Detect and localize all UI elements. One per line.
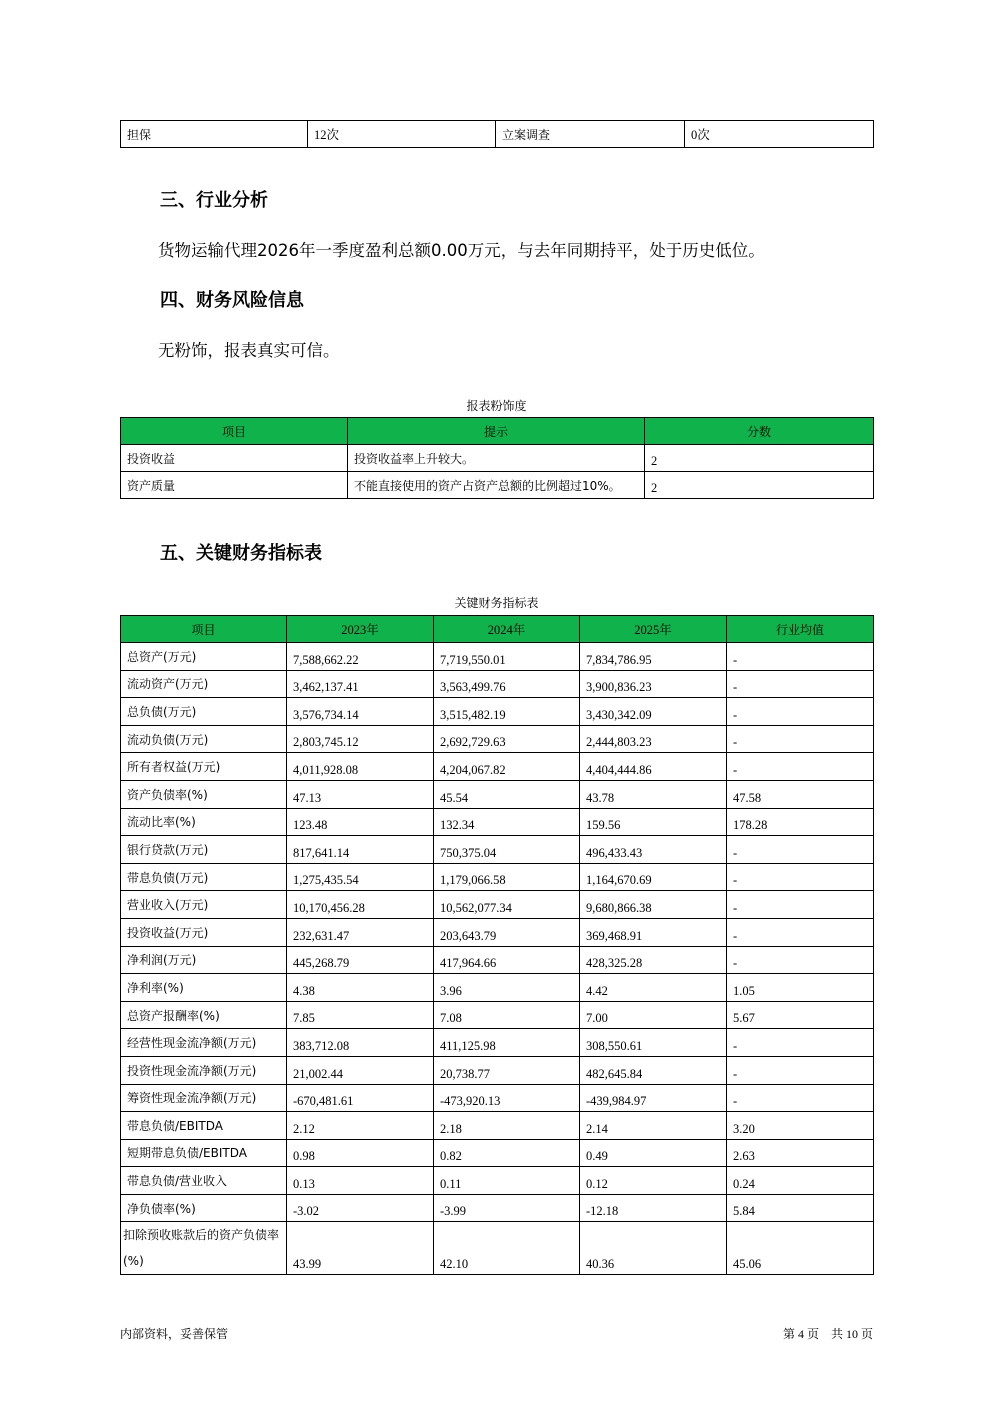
metric-value-cell: 21,002.44 [287,1056,434,1084]
risk-cell: 投资收益率上升较大。 [348,445,645,472]
metric-value-cell: 3,515,482.19 [434,698,580,726]
metric-value-cell: - [727,643,874,671]
metric-label-cell: 流动比率(%) [121,808,287,836]
table-row [121,1167,874,1195]
table-row [121,1194,874,1222]
risk-cell: 投资收益 [121,445,348,472]
risk-cell: 资产质量 [121,472,348,499]
metric-value-cell: 232,631.47 [287,918,434,946]
metric-value-cell: 7.00 [580,1001,727,1029]
risk-cell: 不能直接使用的资产占资产总额的比例超过10%。 [348,472,645,499]
table-row [121,753,874,781]
table-row [121,1084,874,1112]
metric-value-cell: 7.85 [287,1001,434,1029]
metric-label-cell: 投资性现金流净额(万元) [121,1056,287,1084]
metric-value-cell: 42.10 [434,1222,580,1275]
metric-value-cell: 445,268.79 [287,946,434,974]
metric-value-cell: 2.18 [434,1112,580,1140]
metric-value-cell: 10,562,077.34 [434,891,580,919]
table-row [121,780,874,808]
metric-value-cell: 3.96 [434,974,580,1002]
metric-label-cell: 所有者权益(万元) [121,753,287,781]
metric-value-cell: -473,920.13 [434,1084,580,1112]
metric-value-cell: 7,588,662.22 [287,643,434,671]
metric-value-cell: 1,275,435.54 [287,863,434,891]
key-table-caption: 关键财务指标表 [454,596,539,610]
metric-value-cell: 0.98 [287,1139,434,1167]
top-cell-value-2: 0次 [685,121,874,148]
table-row [121,863,874,891]
metric-value-cell: 428,325.28 [580,946,727,974]
metric-value-cell: 10,170,456.28 [287,891,434,919]
metric-value-cell: - [727,1056,874,1084]
metric-value-cell: 0.49 [580,1139,727,1167]
metric-label-cell: 投资收益(万元) [121,918,287,946]
metric-value-cell: 43.78 [580,780,727,808]
top-cell-value-1: 12次 [308,121,496,148]
metric-value-cell: 369,468.91 [580,918,727,946]
key-header-2025: 2025年 [580,616,727,643]
metric-label-cell: 净负债率(%) [121,1194,287,1222]
key-table [120,615,874,1275]
metric-label-cell: 带息负债(万元) [121,863,287,891]
metric-value-cell: 2.63 [727,1139,874,1167]
metric-value-cell: - [727,725,874,753]
risk-header-hint: 提示 [348,418,645,445]
metric-value-cell: 0.82 [434,1139,580,1167]
metric-value-cell: 43.99 [287,1222,434,1275]
metric-label-cell: 带息负债/EBITDA [121,1112,287,1140]
table-row [121,698,874,726]
metric-value-cell: 178.28 [727,808,874,836]
metric-value-cell: 2.12 [287,1112,434,1140]
metric-value-cell: 3,430,342.09 [580,698,727,726]
metric-value-cell: 5.84 [727,1194,874,1222]
metric-value-cell: 308,550.61 [580,1029,727,1057]
metric-value-cell: 159.56 [580,808,727,836]
table-row [121,891,874,919]
metric-value-cell: 3,462,137.41 [287,670,434,698]
metric-value-cell: 45.54 [434,780,580,808]
metric-value-cell: 7,719,550.01 [434,643,580,671]
key-header-industry-avg: 行业均值 [727,616,874,643]
metric-label-cell: 银行贷款(万元) [121,836,287,864]
metric-value-cell: -3.99 [434,1194,580,1222]
metric-label-cell: 带息负债/营业收入 [121,1167,287,1195]
metric-value-cell: 1.05 [727,974,874,1002]
table-row [121,670,874,698]
metric-label-cell: 资产负债率(%) [121,780,287,808]
metric-label-cell: 总资产报酬率(%) [121,1001,287,1029]
section4-heading: 四、财务风险信息 [160,290,304,311]
metric-value-cell: 45.06 [727,1222,874,1275]
metric-value-cell: 496,433.43 [580,836,727,864]
metric-value-cell: - [727,946,874,974]
metric-label-cell: 短期带息负债/EBITDA [121,1139,287,1167]
metric-label-cell: 经营性现金流净额(万元) [121,1029,287,1057]
metric-value-cell: 203,643.79 [434,918,580,946]
metric-value-cell: 0.13 [287,1167,434,1195]
metric-value-cell: 7.08 [434,1001,580,1029]
metric-value-cell: 411,125.98 [434,1029,580,1057]
metric-value-cell: 383,712.08 [287,1029,434,1057]
risk-table [120,417,874,499]
section4-text: 无粉饰，报表真实可信。 [158,341,340,360]
section3-heading: 三、行业分析 [160,190,268,211]
metric-value-cell: 482,645.84 [580,1056,727,1084]
metric-value-cell: 5.67 [727,1001,874,1029]
metric-label-cell: 总资产(万元) [121,643,287,671]
table-row [121,836,874,864]
metric-value-cell: - [727,836,874,864]
metric-value-cell: 4,404,444.86 [580,753,727,781]
metric-label-cell: 流动负债(万元) [121,725,287,753]
table-row [121,1222,874,1275]
metric-value-cell: 0.11 [434,1167,580,1195]
key-header-item: 项目 [121,616,287,643]
metric-value-cell: 0.12 [580,1167,727,1195]
risk-cell: 2 [645,445,874,472]
table-row [121,946,874,974]
key-header-2024: 2024年 [434,616,580,643]
risk-table-caption: 报表粉饰度 [466,399,527,413]
metric-value-cell: 817,641.14 [287,836,434,864]
footer-left: 内部资料，妥善保管 [120,1327,229,1341]
metric-value-cell: 3,563,499.76 [434,670,580,698]
metric-value-cell: 1,164,670.69 [580,863,727,891]
risk-header-score: 分数 [645,418,874,445]
metric-label-cell: 净利率(%) [121,974,287,1002]
metric-value-cell: 123.48 [287,808,434,836]
metric-value-cell: - [727,918,874,946]
metric-value-cell: 20,738.77 [434,1056,580,1084]
metric-value-cell: -670,481.61 [287,1084,434,1112]
metric-value-cell: 4.42 [580,974,727,1002]
metric-value-cell: -439,984.97 [580,1084,727,1112]
key-header-2023: 2023年 [287,616,434,643]
table-row [121,1001,874,1029]
metric-value-cell: 40.36 [580,1222,727,1275]
table-row [121,1029,874,1057]
metric-value-cell: - [727,891,874,919]
footer-page-number: 第 4 页 共 10 页 [782,1327,873,1341]
metric-label-cell: 营业收入(万元) [121,891,287,919]
metric-value-cell: - [727,1029,874,1057]
metric-value-cell: 3.20 [727,1112,874,1140]
metric-label-cell: 流动资产(万元) [121,670,287,698]
table-row [121,808,874,836]
metric-value-cell: - [727,1084,874,1112]
table-row [121,1056,874,1084]
table-row [121,643,874,671]
metric-value-cell: - [727,670,874,698]
section3-text: 货物运输代理2026年一季度盈利总额0.00万元，与去年同期持平，处于历史低位。 [158,241,765,260]
table-row [121,445,874,472]
metric-value-cell: - [727,753,874,781]
metric-value-cell: 47.58 [727,780,874,808]
metric-value-cell: 4,011,928.08 [287,753,434,781]
metric-value-cell: 417,964.66 [434,946,580,974]
metric-value-cell: 2.14 [580,1112,727,1140]
risk-cell: 2 [645,472,874,499]
metric-value-cell: 1,179,066.58 [434,863,580,891]
metric-value-cell: 3,900,836.23 [580,670,727,698]
metric-label-cell: 总负债(万元) [121,698,287,726]
risk-header-item: 项目 [121,418,348,445]
metric-value-cell: 2,444,803.23 [580,725,727,753]
table-row [121,1139,874,1167]
metric-value-cell: 4.38 [287,974,434,1002]
metric-value-cell: 7,834,786.95 [580,643,727,671]
metric-value-cell: 0.24 [727,1167,874,1195]
metric-label-cell: 净利润(万元) [121,946,287,974]
table-row [121,725,874,753]
top-cell-label-2: 立案调查 [496,121,685,148]
top-cell-label-1: 担保 [121,121,308,148]
metric-value-cell: 2,692,729.63 [434,725,580,753]
metric-value-cell: 9,680,866.38 [580,891,727,919]
metric-value-cell: - [727,863,874,891]
metric-value-cell: 750,375.04 [434,836,580,864]
metric-value-cell: 4,204,067.82 [434,753,580,781]
table-row [121,472,874,499]
metric-value-cell: 47.13 [287,780,434,808]
metric-value-cell: -3.02 [287,1194,434,1222]
section5-heading: 五、关键财务指标表 [160,543,322,564]
metric-value-cell: 132.34 [434,808,580,836]
metric-label-cell: 筹资性现金流净额(万元) [121,1084,287,1112]
metric-value-cell: 2,803,745.12 [287,725,434,753]
metric-value-cell: 3,576,734.14 [287,698,434,726]
top-table [120,120,874,148]
metric-value-cell: - [727,698,874,726]
metric-value-cell: -12.18 [580,1194,727,1222]
metric-label-cell: 扣除预收账款后的资产负债率(%) [121,1222,287,1275]
table-row [121,918,874,946]
table-row [121,1112,874,1140]
table-row [121,974,874,1002]
